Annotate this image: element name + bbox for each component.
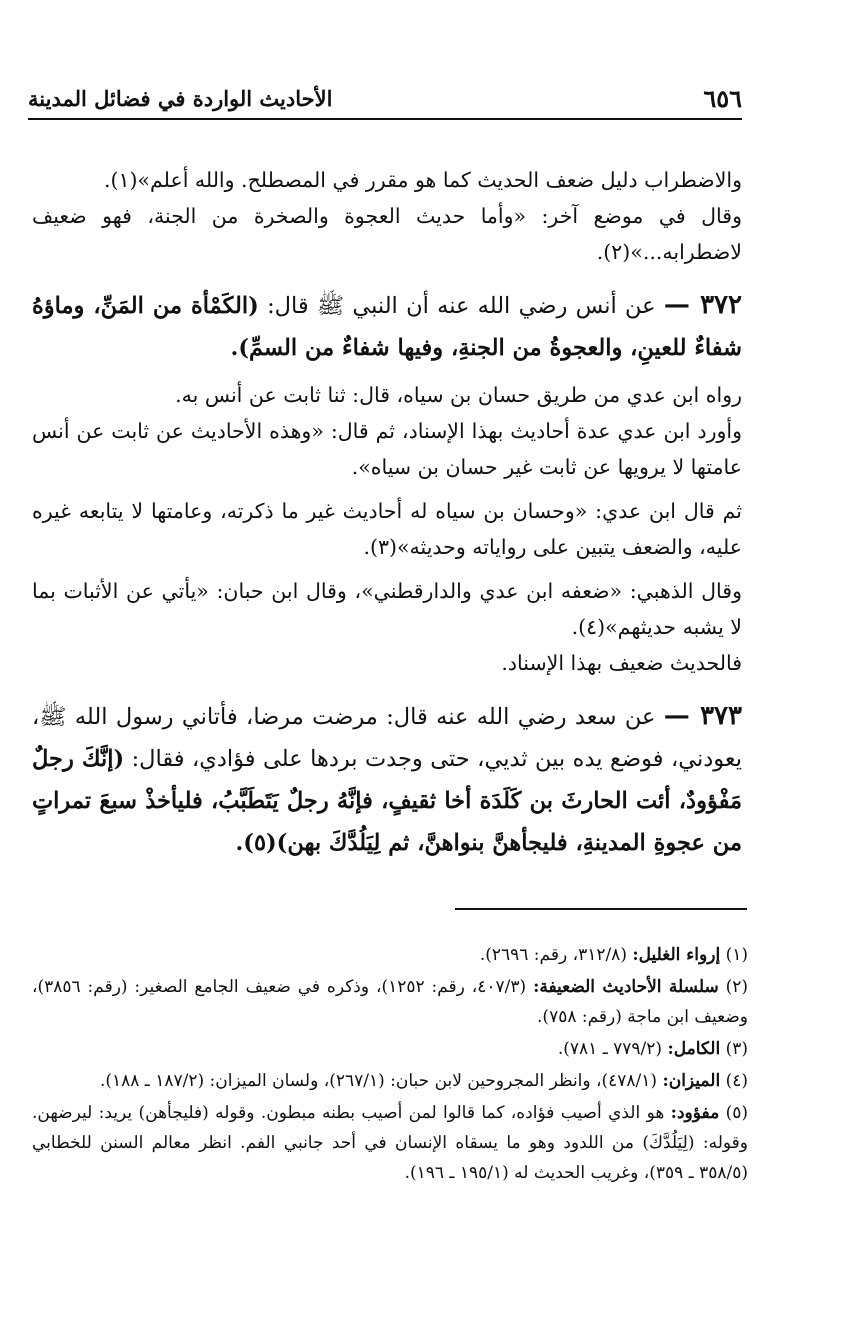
hadith-isnad: عن أنس رضي الله عنه أن النبي ﷺ قال: [267, 293, 656, 319]
main-text [32, 162, 742, 864]
hadith-number: ٣٧٣ — [663, 701, 742, 731]
page-number: ٦٥٦ [703, 84, 742, 113]
footnote-divider [455, 908, 747, 910]
footnote-text: (٧٧٩/٢ ـ ٧٨١). [557, 1039, 663, 1059]
hadith-373 [32, 695, 742, 864]
footnote-source: مفؤود: [670, 1103, 720, 1123]
paragraph: وأورد ابن عدي عدة أحاديث بهذا الإسناد، ثم قال: «وهذه الأحاديث عن ثابت عن أنس عامتها لا يرويها عن ثابت غير حسان بن سياه». [32, 419, 742, 479]
footnote [32, 1066, 748, 1096]
footnote-source: الكامل: [667, 1039, 721, 1059]
paragraph: وقال الذهبي: «ضعفه ابن عدي والدارقطني»، وقال ابن حبان: «يأتي عن الأثبات بما لا يشبه حديثهم»(٤). [32, 579, 742, 639]
footnote-number: (٣) [725, 1039, 748, 1059]
page-header [28, 84, 742, 120]
footnote-source: إرواء الغليل: [632, 945, 721, 965]
paragraph: رواه ابن عدي من طريق حسان بن سياه، قال: ثنا ثابت عن أنس به. [175, 383, 742, 407]
hadith-isnad: عن سعد رضي الله عنه قال: مرضت مرضا، فأتاني رسول الله ﷺ، يعودني، فوضع يده بين ثديي، حتى وجدت بردها على فؤادي، فقال: [32, 704, 742, 772]
footnote-number: (٥) [725, 1103, 748, 1123]
footnotes [32, 940, 748, 1190]
paragraph: وقال في موضع آخر: «وأما حديث العجوة والصخرة من الجنة، فهو ضعيف لاضطرابه...»(٢). [32, 204, 742, 264]
footnote-number: (٤) [725, 1071, 748, 1091]
footnote-number: (١) [725, 945, 748, 965]
footnote-text: (٤٠٧/٣، رقم: ١٢٥٢)، وذكره في ضعيف الجامع الصغير: (رقم: ٣٨٥٦)، وضعيف ابن ماجة (رقم: ٧٥٨). [32, 977, 748, 1027]
hadith-matn: (الكَمْأة من المَنِّ، وماؤهُ شفاءٌ للعينِ، والعجوةُ من الجنةِ، وفيها شفاءٌ من السمِّ). [32, 293, 742, 361]
running-title: الأحاديث الواردة في فضائل المدينة [28, 86, 333, 111]
paragraph: فالحديث ضعيف بهذا الإسناد. [501, 651, 742, 675]
hadith-matn: (إنَّكَ رجلٌ مَفْؤودٌ، أئت الحارثَ بن كَلَدَة أخا ثقيفٍ، فإنَّهُ رجلٌ يَتَطَبَّبُ، فليأخذْ سبعَ تمراتٍ من عجوةِ المدينةِ، فليجأهنَّ بنواهنَّ، ثم لِيَلُدَّكَ بهن)(٥). [32, 746, 742, 856]
footnote [32, 940, 748, 970]
footnote-number: (٢) [725, 977, 749, 997]
footnote-text: (٤٧٨/١)، وانظر المجروحين لابن حبان: (٢٦٧/١)، ولسان الميزان: (١٨٧/٢ ـ ١٨٨). [99, 1071, 658, 1091]
paragraph: ثم قال ابن عدي: «وحسان بن سياه له أحاديث غير ما ذكرته، وعامتها لا يتابعه غيره عليه، والضعف يتبين على رواياته وحديثه»(٣). [32, 499, 742, 559]
footnote-source: الميزان: [662, 1071, 721, 1091]
hadith-372 [32, 284, 742, 369]
footnote [32, 1098, 748, 1188]
footnote [32, 972, 748, 1032]
footnote-text: هو الذي أصيب فؤاده، كما قالوا لمن أصيب بطنه مبطون. وقوله (فليجأهن) يريد: ليرضهن. وقوله: (لِيَلُدَّكَ) من اللدود وهو ما يسقاه الإنسان في أحد جانبي الفم. انظر معالم السنن للخطابي (٣٥٨/٥ ـ ٣٥٩)، وغريب الحديث له (١٩٥/١ ـ ١٩٦). [32, 1103, 748, 1183]
footnote-text: (٣١٢/٨، رقم: ٢٦٩٦). [479, 945, 627, 965]
hadith-number: ٣٧٢ — [663, 290, 742, 320]
paragraph: والاضطراب دليل ضعف الحديث كما هو مقرر في المصطلح. والله أعلم»(١). [103, 168, 742, 192]
footnote [32, 1034, 748, 1064]
footnote-source: سلسلة الأحاديث الضعيفة: [533, 977, 719, 997]
